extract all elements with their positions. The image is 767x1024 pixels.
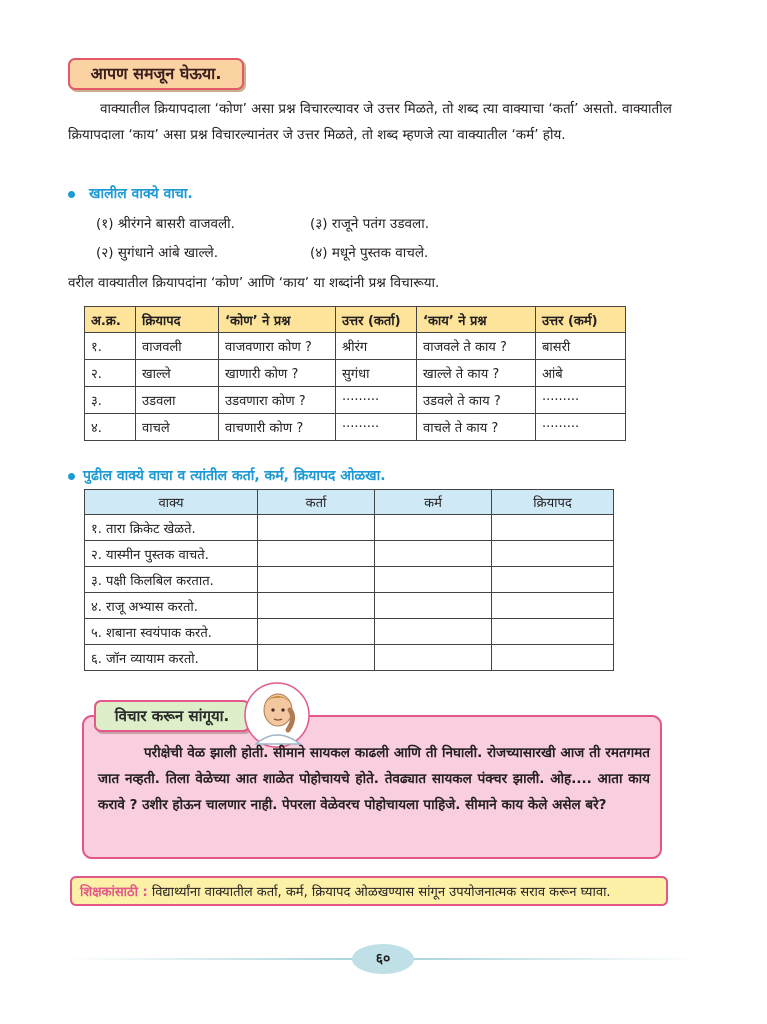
table-cell: श्रीरंग <box>336 333 417 360</box>
teacher-note <box>70 876 668 906</box>
table-cell: ········· <box>536 414 626 441</box>
kriyapad-input-cell[interactable] <box>492 515 614 541</box>
table-cell: वाजवले ते काय ? <box>417 333 536 360</box>
sentence-cell: १. तारा क्रिकेट खेळते. <box>85 515 258 541</box>
story-paragraph: परीक्षेची वेळ झाली होती. सीमाने सायकल काढली आणि ती निघाली. रोजच्यासारखी आज ती रमतगमत जात नव्हती. तिला वेळेच्या आत शाळेत पोहोचायचे होते. तेवढ्यात सायकल पंक्चर झाली. ओह.... आता काय करावे ? उशीर होऊन चालणार नाही. पेपरला वेळेवरच पोहोचायला पाहिजे. सीमाने काय केले असेल बरे? <box>98 745 650 813</box>
table-cell: सुगंधा <box>336 360 417 387</box>
sentence-1: (१) श्रीरंगने बासरी वाजवली. <box>96 216 235 232</box>
sentence-3: (३) राजूने पतंग उडवला. <box>310 216 429 232</box>
table-row <box>85 593 614 619</box>
table-cell: २. <box>85 360 136 387</box>
table-cell: वाचले ते काय ? <box>417 414 536 441</box>
karta-input-cell[interactable] <box>258 645 375 671</box>
sentence-cell: ५. शबाना स्वयंपाक करते. <box>85 619 258 645</box>
table-row <box>85 541 614 567</box>
bullet-icon <box>68 191 75 198</box>
sentence-4: (४) मधूने पुस्तक वाचले. <box>310 245 429 261</box>
sentence-cell: ३. पक्षी किलबिल करतात. <box>85 567 258 593</box>
table-cell: ४. <box>85 414 136 441</box>
page-number: ६० <box>352 944 414 974</box>
table-cell: खाल्ले ते काय ? <box>417 360 536 387</box>
karta-input-cell[interactable] <box>258 593 375 619</box>
table-row <box>85 619 614 645</box>
think-heading: विचार करून सांगूया. <box>94 700 250 732</box>
thinking-boy-icon <box>244 682 310 748</box>
table-cell: ········· <box>336 414 417 441</box>
kriyapad-input-cell[interactable] <box>492 541 614 567</box>
table-cell: वाचले <box>136 414 219 441</box>
table-cell: उडवणारा कोण ? <box>219 387 336 414</box>
table-header-row <box>85 490 614 515</box>
teacher-label: शिक्षकांसाठी : <box>80 885 148 900</box>
table-cell: ३. <box>85 387 136 414</box>
karta-input-cell[interactable] <box>258 567 375 593</box>
table-header: उत्तर (कर्ता) <box>336 307 417 333</box>
footer-divider-left <box>66 958 358 960</box>
karma-input-cell[interactable] <box>375 515 492 541</box>
table-cell: ········· <box>536 387 626 414</box>
table-row <box>85 360 626 387</box>
table-cell: बासरी <box>536 333 626 360</box>
question-line: वरील वाक्यातील क्रियापदांना ‘कोण’ आणि ‘काय’ या शब्दांनी प्रश्न विचारूया. <box>68 275 440 291</box>
table-row <box>85 387 626 414</box>
exercise-table <box>84 489 614 671</box>
karma-input-cell[interactable] <box>375 645 492 671</box>
karma-input-cell[interactable] <box>375 567 492 593</box>
table-header: उत्तर (कर्म) <box>536 307 626 333</box>
table-cell: उडवले ते काय ? <box>417 387 536 414</box>
karma-input-cell[interactable] <box>375 541 492 567</box>
table-cell: खाणारी कोण ? <box>219 360 336 387</box>
karta-input-cell[interactable] <box>258 515 375 541</box>
bullet-read-sentences <box>68 184 193 203</box>
table-header: ‘कोण’ ने प्रश्न <box>219 307 336 333</box>
table-header: अ.क्र. <box>85 307 136 333</box>
bullet-text: पुढील वाक्ये वाचा व त्यांतील कर्ता, कर्म, क्रियापद ओळखा. <box>83 468 386 484</box>
sentence-cell: ६. जॉन व्यायाम करतो. <box>85 645 258 671</box>
bullet-icon <box>68 473 75 480</box>
teacher-text: विद्यार्थ्यांना वाक्यातील कर्ता, कर्म, क्रियापद ओळखण्यास सांगून उपयोजनात्मक सराव करून घ्यावा. <box>151 885 611 900</box>
kriyapad-input-cell[interactable] <box>492 567 614 593</box>
table-row <box>85 414 626 441</box>
table-cell: ········· <box>336 387 417 414</box>
table-header: कर्ता <box>258 490 375 515</box>
kriyapad-input-cell[interactable] <box>492 619 614 645</box>
subject-object-table <box>84 306 626 441</box>
intro-paragraph: वाक्यातील क्रियापदाला ‘कोण’ असा प्रश्न विचारल्यावर जे उत्तर मिळते, तो शब्द त्या वाक्याचा ‘कर्ता’ असतो. वाक्यातील क्रियापदाला ‘काय’ असा प्रश्न विचारल्यानंतर जे उत्तर मिळते, तो शब्द म्हणजे त्या वाक्यातील ‘कर्म’ होय. <box>68 101 672 143</box>
table-row <box>85 645 614 671</box>
table-row <box>85 567 614 593</box>
bullet-text: खालील वाक्ये वाचा. <box>89 186 193 202</box>
table-header: कर्म <box>375 490 492 515</box>
table-cell: वाजवणारा कोण ? <box>219 333 336 360</box>
kriyapad-input-cell[interactable] <box>492 593 614 619</box>
section-heading: आपण समजून घेऊया. <box>68 58 244 90</box>
table-cell: वाजवली <box>136 333 219 360</box>
table-row <box>85 333 626 360</box>
table-cell: वाचणारी कोण ? <box>219 414 336 441</box>
table-header: ‘काय’ ने प्रश्न <box>417 307 536 333</box>
karta-input-cell[interactable] <box>258 541 375 567</box>
sentence-cell: ४. राजू अभ्यास करतो. <box>85 593 258 619</box>
table-cell: १. <box>85 333 136 360</box>
karta-input-cell[interactable] <box>258 619 375 645</box>
table-cell: आंबे <box>536 360 626 387</box>
sentence-cell: २. यास्मीन पुस्तक वाचते. <box>85 541 258 567</box>
karma-input-cell[interactable] <box>375 593 492 619</box>
table-header: क्रियापद <box>492 490 614 515</box>
kriyapad-input-cell[interactable] <box>492 645 614 671</box>
karma-input-cell[interactable] <box>375 619 492 645</box>
table-row <box>85 515 614 541</box>
table-header-row <box>85 307 626 333</box>
sentence-2: (२) सुगंधाने आंबे खाल्ले. <box>96 245 219 261</box>
bullet-identify <box>68 466 386 485</box>
table-header: क्रियापद <box>136 307 219 333</box>
table-header: वाक्य <box>85 490 258 515</box>
table-cell: उडवला <box>136 387 219 414</box>
footer-divider-right <box>408 958 700 960</box>
table-cell: खाल्ले <box>136 360 219 387</box>
